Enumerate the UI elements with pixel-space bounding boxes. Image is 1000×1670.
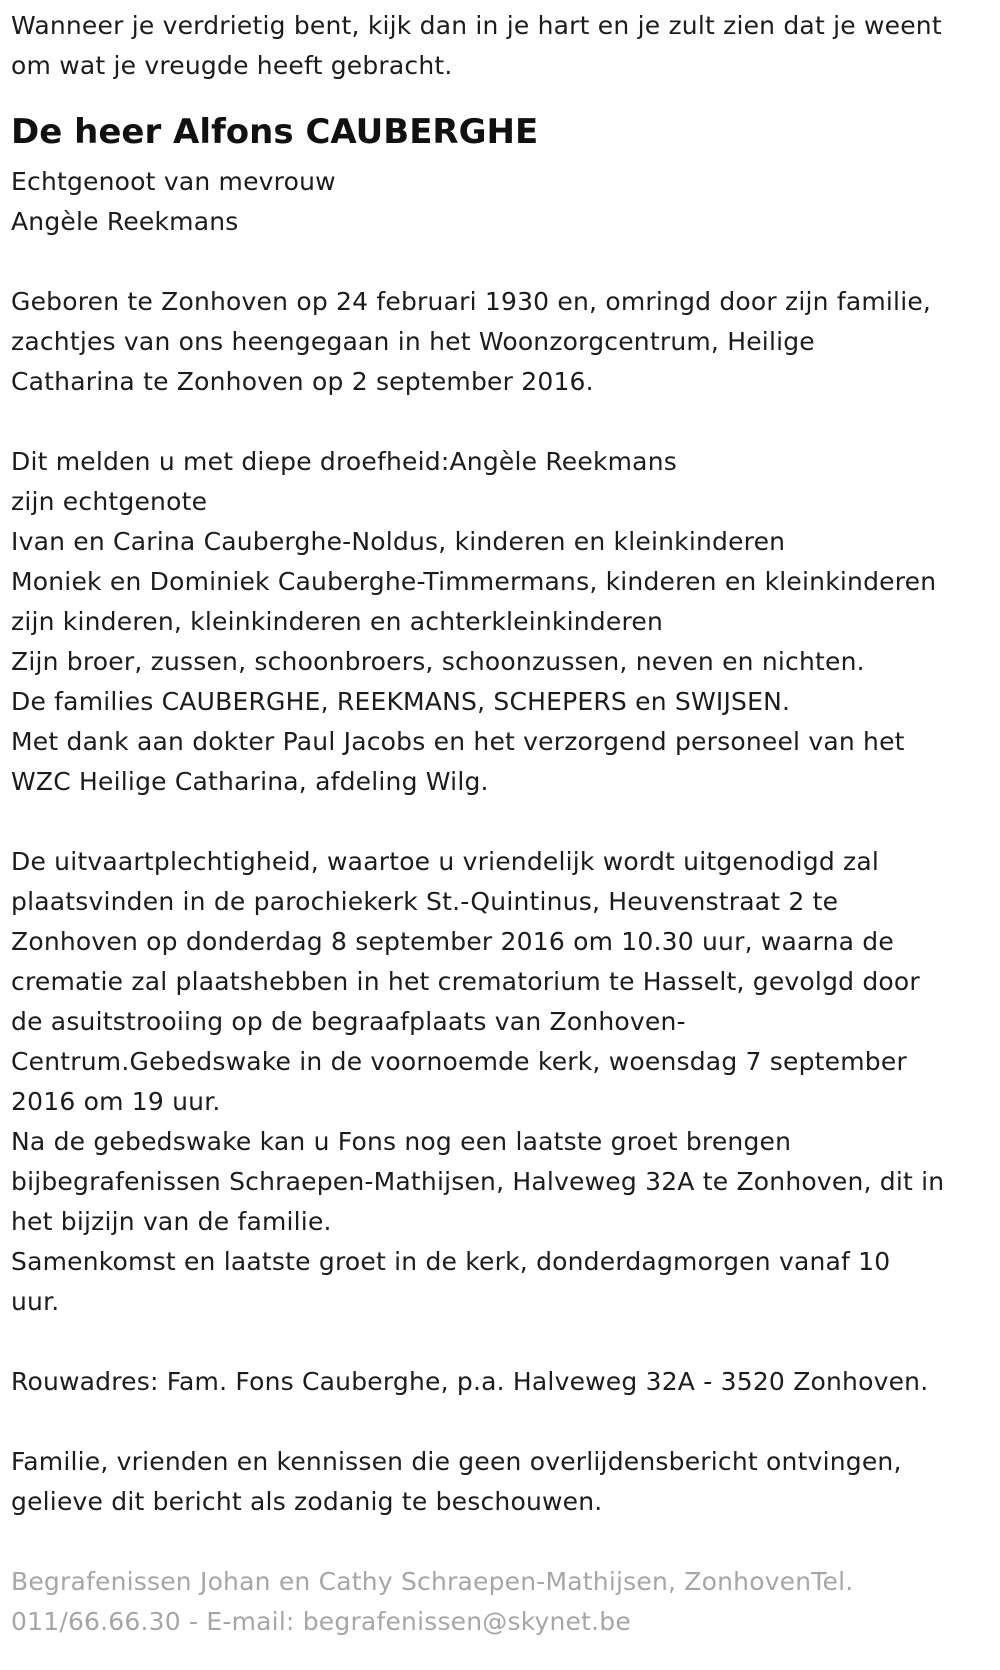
paragraph-line: Geboren te Zonhoven op 24 februari 1930 en, omringd door zijn familie, <box>11 287 932 316</box>
quote-line: om wat je vreugde heeft gebracht. <box>11 51 453 80</box>
ceremony-line: uur. <box>11 1287 60 1316</box>
ceremony-line: plaatsvinden in de parochiekerk St.-Quintinus, Heuvenstraat 2 te <box>11 887 839 916</box>
ceremony-line: Samenkomst en laatste groet in de kerk, donderdagmorgen vanaf 10 <box>11 1247 891 1276</box>
mourners-list <box>11 442 990 802</box>
spacer <box>11 1322 990 1362</box>
quote-line: Wanneer je verdrietig bent, kijk dan in je hart en je zult zien dat je weent <box>11 11 942 40</box>
ceremony-line: de asuitstrooiing op de begraafplaats van Zonhoven- <box>11 1007 686 1036</box>
notice-paragraph <box>11 1442 990 1522</box>
ceremony-line: crematie zal plaatshebben in het crematorium te Hasselt, gevolgd door <box>11 967 920 996</box>
opening-quote <box>11 6 990 86</box>
mourner-line: Moniek en Dominiek Cauberghe-Timmermans, kinderen en kleinkinderen <box>11 567 937 596</box>
mourner-line: zijn echtgenote <box>11 487 208 516</box>
notice-line: Familie, vrienden en kennissen die geen overlijdensbericht ontvingen, <box>11 1447 902 1476</box>
paragraph-line: zachtjes van ons heengegaan in het Woonzorgcentrum, Heilige <box>11 327 815 356</box>
ceremony-line: De uitvaartplechtigheid, waartoe u vriendelijk wordt uitgenodigd zal <box>11 847 880 876</box>
birth-death-paragraph <box>11 282 990 402</box>
ceremony-line: Zonhoven op donderdag 8 september 2016 om 10.30 uur, waarna de <box>11 927 894 956</box>
funeral-home-name: Begrafenissen Johan en Cathy Schraepen-Mathijsen, ZonhovenTel. <box>11 1567 854 1596</box>
notice-line: gelieve dit bericht als zodanig te beschouwen. <box>11 1487 603 1516</box>
spacer <box>11 1402 990 1442</box>
ceremony-line: bijbegrafenissen Schraepen-Mathijsen, Halveweg 32A te Zonhoven, dit in <box>11 1167 945 1196</box>
funeral-home-footer <box>11 1562 990 1642</box>
deceased-name-title: De heer Alfons CAUBERGHE <box>11 112 539 152</box>
mourning-address: Rouwadres: Fam. Fons Cauberghe, p.a. Halveweg 32A - 3520 Zonhoven. <box>11 1367 929 1396</box>
spacer <box>11 402 990 442</box>
spouse-line: Angèle Reekmans <box>11 207 239 236</box>
spacer <box>11 802 990 842</box>
spacer <box>11 1522 990 1562</box>
spouse-info <box>11 162 990 242</box>
ceremony-line: Na de gebedswake kan u Fons nog een laatste groet brengen <box>11 1127 792 1156</box>
spacer <box>11 242 990 282</box>
mourner-line: Ivan en Carina Cauberghe-Noldus, kinderen en kleinkinderen <box>11 527 786 556</box>
mourner-line: Zijn broer, zussen, schoonbroers, schoonzussen, neven en nichten. <box>11 647 865 676</box>
mourner-line: Dit melden u met diepe droefheid:Angèle Reekmans <box>11 447 677 476</box>
funeral-home-contact <box>11 1602 990 1642</box>
paragraph-line: Catharina te Zonhoven op 2 september 2016. <box>11 367 594 396</box>
mourner-line: Met dank aan dokter Paul Jacobs en het verzorgend personeel van het <box>11 727 905 756</box>
ceremony-line: Centrum.Gebedswake in de voornoemde kerk, woensdag 7 september <box>11 1047 907 1076</box>
mourner-line: WZC Heilige Catharina, afdeling Wilg. <box>11 767 489 796</box>
ceremony-line: het bijzijn van de familie. <box>11 1207 332 1236</box>
ceremony-line: 2016 om 19 uur. <box>11 1087 221 1116</box>
mourner-line: De families CAUBERGHE, REEKMANS, SCHEPERS en SWIJSEN. <box>11 687 791 716</box>
spouse-line: Echtgenoot van mevrouw <box>11 167 336 196</box>
email-link[interactable]: begrafenissen@skynet.be <box>302 1607 631 1636</box>
ceremony-details <box>11 842 990 1322</box>
phone-label: 011/66.66.30 - E-mail: <box>11 1607 303 1636</box>
mourner-line: zijn kinderen, kleinkinderen en achterkleinkinderen <box>11 607 663 636</box>
